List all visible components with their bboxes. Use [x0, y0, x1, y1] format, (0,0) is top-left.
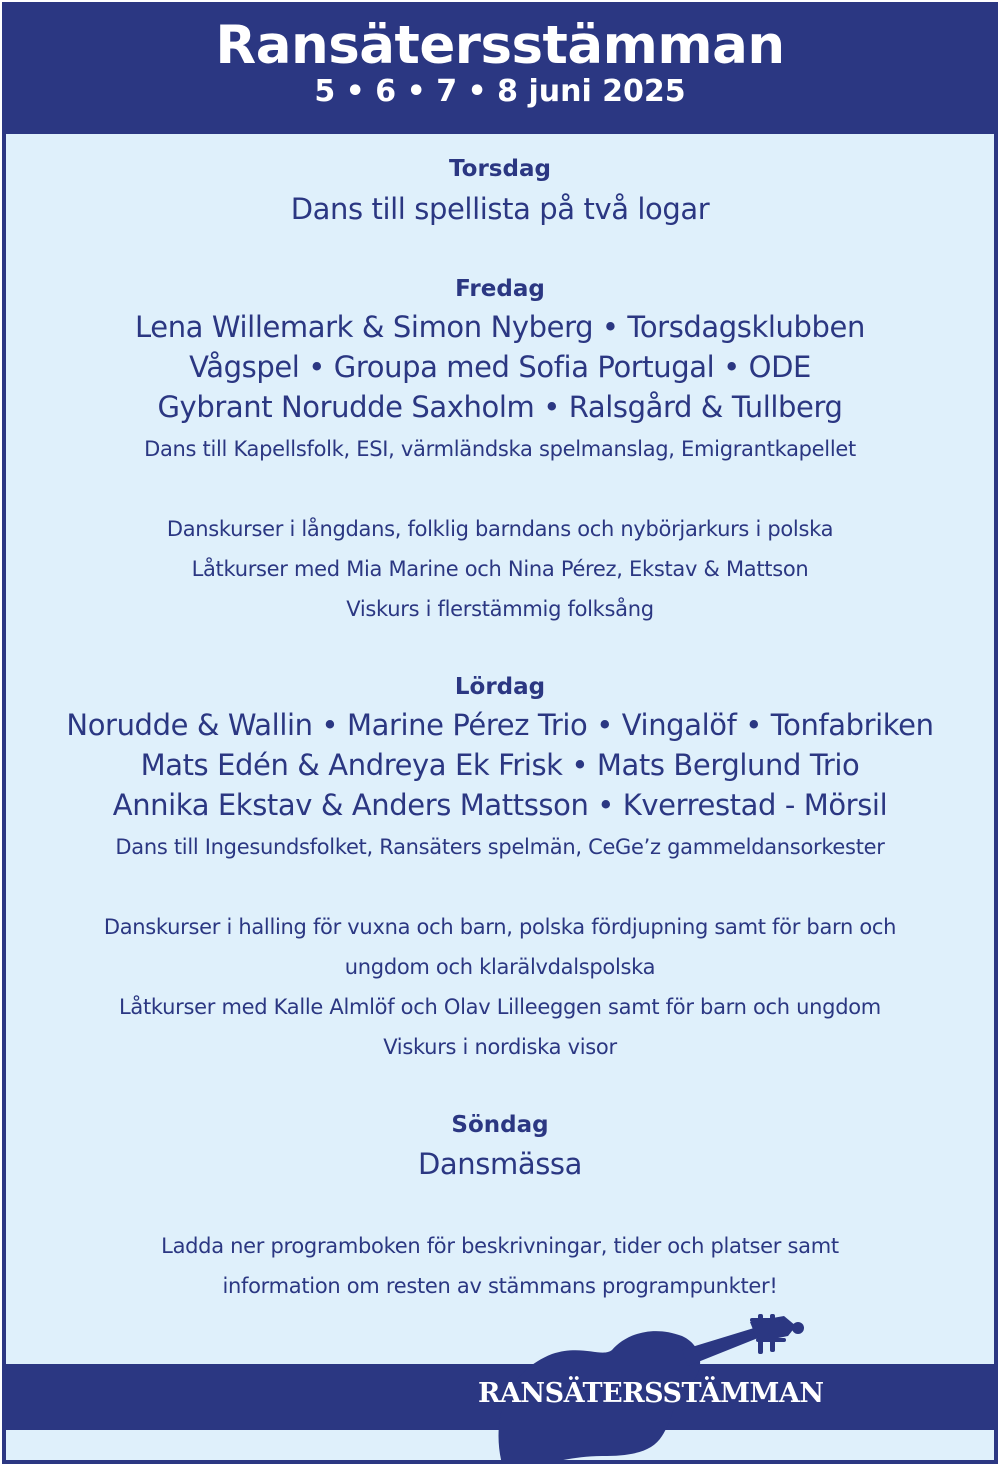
lordag-artists-line: Mats Edén & Andreya Ek Frisk • Mats Berglund Trio	[140, 748, 860, 782]
lordag-course-line: Låtkurser med Kalle Almlöf och Olav Lilleeggen samt för barn och ungdom	[119, 995, 881, 1019]
day-heading-fredag: Fredag	[455, 276, 545, 302]
fredag-course-line: Låtkurser med Mia Marine och Nina Pérez, Ekstav & Mattson	[191, 557, 809, 581]
lordag-course-line: Danskurser i halling för vuxna och barn, polska fördjupning samt för barn och	[103, 915, 897, 939]
page-title: Ransätersstämman	[215, 15, 785, 76]
program-booklet-note: Ladda ner programboken för beskrivningar, tider och platser samt	[161, 1234, 839, 1258]
sondag-line: Dansmässa	[418, 1147, 582, 1181]
fredag-dance-line: Dans till Kapellsfolk, ESI, värmländska spelmanslag, Emigrantkapellet	[144, 437, 856, 461]
torsdag-line: Dans till spellista på två logar	[290, 192, 710, 226]
festival-dates: 5 • 6 • 7 • 8 juni 2025	[314, 74, 686, 109]
day-heading-lordag: Lördag	[454, 674, 546, 700]
day-heading-sondag: Söndag	[451, 1112, 549, 1138]
lordag-artists-line: Norudde & Wallin • Marine Pérez Trio • Vingalöf • Tonfabriken	[66, 708, 934, 742]
lordag-dance-line: Dans till Ingesundsfolket, Ransäters spelmän, CeGe’z gammeldansorkester	[115, 835, 885, 859]
fredag-artists-line: Lena Willemark & Simon Nyberg • Torsdagsklubben	[135, 310, 865, 344]
lordag-course-line: Viskurs i nordiska visor	[383, 1035, 617, 1059]
header-banner	[6, 6, 994, 134]
program-booklet-note: information om resten av stämmans programpunkter!	[222, 1274, 778, 1298]
fredag-course-line: Viskurs i flerstämmig folksång	[346, 597, 654, 621]
lordag-course-line: ungdom och klarälvdalspolska	[344, 955, 656, 979]
fredag-artists-line: Gybrant Norudde Saxholm • Ralsgård & Tullberg	[157, 390, 843, 424]
poster	[2, 2, 998, 1464]
lordag-artists-line: Annika Ekstav & Anders Mattsson • Kverrestad - Mörsil	[112, 788, 888, 822]
fredag-course-line: Danskurser i långdans, folklig barndans och nybörjarkurs i polska	[166, 517, 834, 541]
logo-wordmark: RANSÄTERSSTÄMMAN	[478, 1378, 824, 1409]
day-heading-torsdag: Torsdag	[449, 156, 551, 182]
fredag-artists-line: Vågspel • Groupa med Sofia Portugal • ODE	[189, 350, 811, 384]
